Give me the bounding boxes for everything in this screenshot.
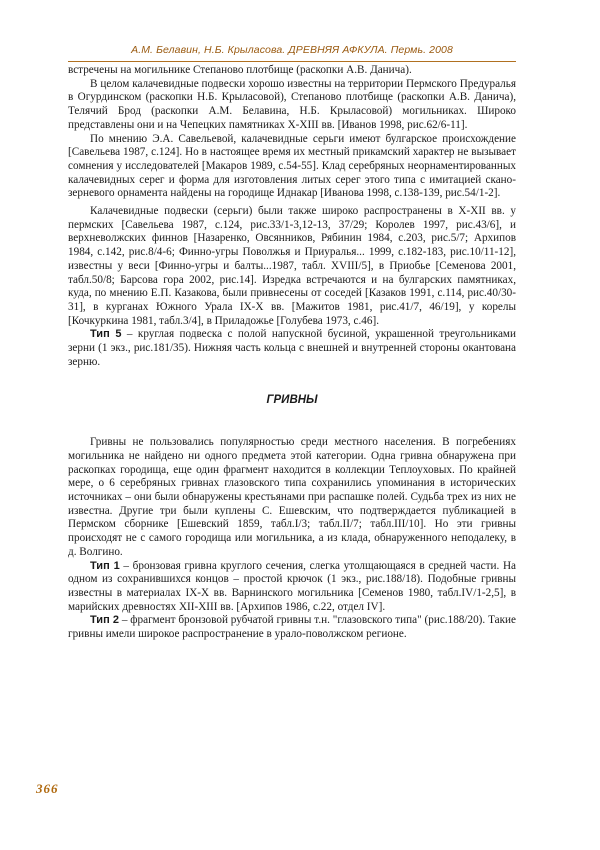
type-1-label: Тип 1	[90, 559, 120, 572]
type-2-text: – фрагмент бронзовой рубчатой гривны т.н. "глазовского типа" (рис.188/20). Такие гривны имели широкое распространение в урало-поволжском регионе.	[68, 614, 516, 641]
page-number: 366	[36, 781, 59, 796]
paragraph-type-5	[68, 328, 516, 369]
paragraph-type-2	[68, 614, 516, 641]
paragraph-continuation: встречены на могильнике Степаново плотбище (раскопки А.В. Данича).	[68, 64, 412, 76]
paragraph-type-1	[68, 560, 516, 615]
paragraph-grivny-intro: Гривны не пользовались популярностью среди местного населения. В погребениях могильника не найдено ни одного предмета этой категории. Одна гривна обнаружена при раскопках городища, еще один фрагмент находится в коллекции Теплоуховых. По крайней мере, о 6 серебряных гривнах глазовского типа сохранились упоминания в исторических источниках – они были обнаружены крестьянами при распашке полей. Судьба трех из них не известна. Другие три были куплены С. Ешевским, что подтверждается публикацией в Пермском сборнике [Ешевский 1859, табл.I/3; табл.II/7; табл.III/10]. Но эти гривны происходят не с самого городища или могильника, а из клада, обнаруженного неподалеку, в д. Волгино.	[68, 436, 516, 558]
header-rule	[68, 61, 516, 62]
paragraph-kalach-pendants: Калачевидные подвески (серьги) были также широко распространены в X-XII вв. у пермских [Савельева 1987, с.124, рис.33/1-3,12-13, 37/29; Королев 1997, рис.43/6], и верхневолжских финнов [Назаренко, Овсянников, Рябинин 1984, с.203, рис.5/7; Архипов 1984, с.142, рис.8/4-6; Финно-угры Поволжья и Приуралья... 1999, с.182-183, рис.10/11-12], известны у веси [Финно-угры и балты...1987, табл. XVIII/5], в Приобье [Семенова 2001, табл.50/8; Барсова гора 2002, рис.14]. Изредка встречаются и на булгарских памятниках, куда, по мнению Е.П. Казакова, были привнесены от соседей [Казаков 1991, с.114, рис.40/30-31], в курганах Южного Урала IX-X вв. [Мажитов 1981, рис.41/7, 46/19], у корелы [Кочкуркина 1981, табл.3/4], в Приладожье [Голубева 1973, с.46].	[68, 205, 516, 327]
type-5-text: – круглая подвеска с полой напускной бусиной, украшенной треугольниками зерни (1 экз., рис.181/35). Нижняя часть кольца с внешней и внутренней стороны окантована зерню.	[68, 328, 516, 368]
type-2-label: Тип 2	[90, 614, 119, 627]
type-1-text: – бронзовая гривна круглого сечения, слегка утолщающаяся в средней части. На одном из сохранившихся концов – простой крючок (1 экз., рис.188/18). Подобные гривны известны в материалах IX-X вв. Варнинского могильника [Семенов 1980, табл.IV/1-2,5], в марийских древностях XII-XIII вв. [Архипов 1986, с.22, отдел IV].	[68, 559, 516, 613]
page-body	[68, 64, 516, 642]
paragraph-savelyeva-opinion: По мнению Э.А. Савельевой, калачевидные серьги имеют булгарское происхождение [Савельева 1987, с.124]. Но в настоящее время их местный прикамский характер не вызывает сомнения у исследователей [Макаров 1989, с.54-55]. Клад серебряных неорнаментированных калачевидных серег и форма для изготовления литых серег этого типа с имитацией скано-зерневого орнамента найдены на городище Иднакар [Иванова 1998, с.138-139, рис.54/1-2].	[68, 132, 516, 200]
paragraph-kalach-distribution: В целом калачевидные подвески хорошо известны на территории Пермского Предуралья в Огурдинском (раскопки Н.Б. Крыласовой), Степаново плотбище (раскопки А.В. Данича), Телячий Брод (раскопки А.М. Белавина, Н.Б. Крыласовой) могильниках. Широко представлены они и на Чепецких памятниках X-XIII вв. [Иванов 1998, рис.62/6-11].	[68, 77, 516, 131]
section-title-grivny: ГРИВНЫ	[266, 394, 318, 407]
type-5-label: Тип 5	[90, 328, 122, 341]
running-header: А.М. Белавин, Н.Б. Крыласова. ДРЕВНЯЯ АФКУЛА. Пермь. 2008	[131, 44, 453, 56]
